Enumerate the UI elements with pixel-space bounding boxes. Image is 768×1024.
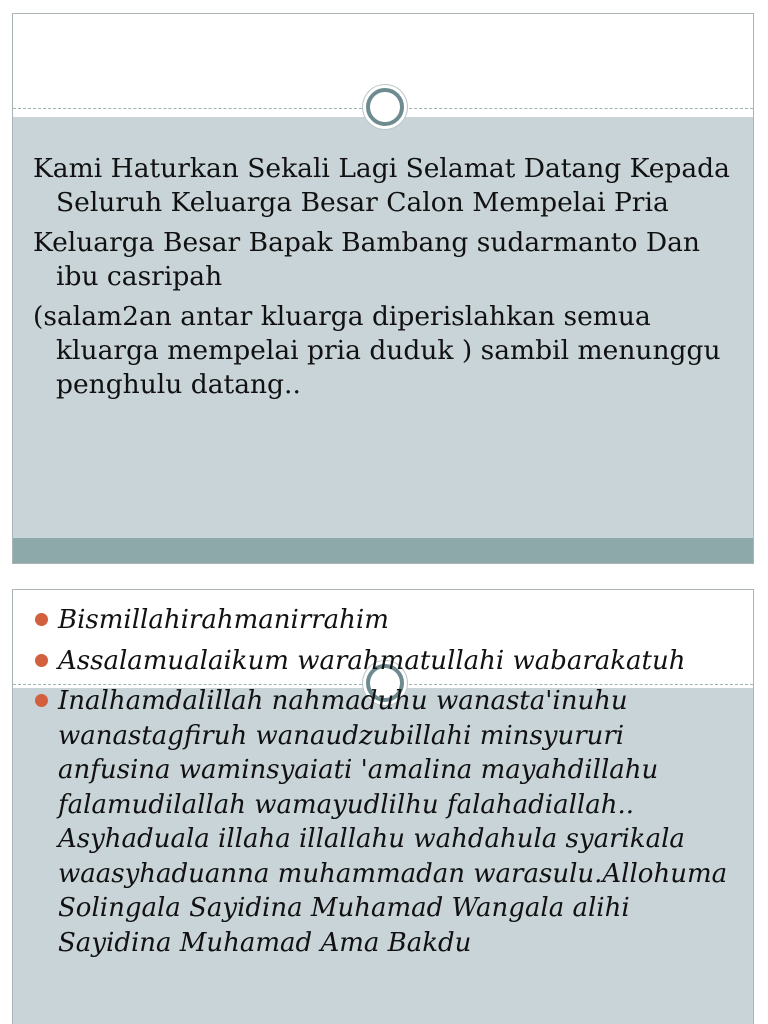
paragraph-welcome: Kami Haturkan Sekali Lagi Selamat Datang Kepada Seluruh Keluarga Besar Calon Mempelai Pria [33,153,730,218]
list-item [33,644,743,679]
slide-footer-band [13,538,753,564]
list-item-text: Inalhamdalillah nahmaduhu wanasta'inuhu wanastagfiruh wanaudzubillahi minsyururi anfusina waminsyaiati 'amalina mayahdillahu falamudilallah wamayudlilhu falahadiallah.. Asyhaduala illaha illallahu wahdahula syarikala waasyhaduanna muhammadan warasulu.Allohuma Solingala Sayidina Muhamad Wangala alihi Sayidina Muhamad Ama Bakdu [58,686,728,958]
bullet-dot-icon [35,654,48,667]
slide-text [33,152,738,408]
ring-icon [366,88,404,126]
bullet-dot-icon [35,613,48,626]
list-item-text: Bismillahirahmanirrahim [58,605,389,635]
paragraph-family: Keluarga Besar Bapak Bambang sudarmanto Dan ibu casripah [33,227,700,292]
list-item [33,603,743,638]
list-item-text: Assalamualaikum warahmatullahi wabarakatuh [58,645,686,676]
slide-welcome [12,13,754,564]
slide-bullet-list [33,603,743,966]
list-item [33,684,743,960]
slide-opening-prayer [12,589,754,1024]
bullet-dot-icon [35,694,48,707]
paragraph-instructions: (salam2an antar kluarga diperislahkan semua kluarga mempelai pria duduk ) sambil menunggu penghulu datang.. [33,301,721,400]
